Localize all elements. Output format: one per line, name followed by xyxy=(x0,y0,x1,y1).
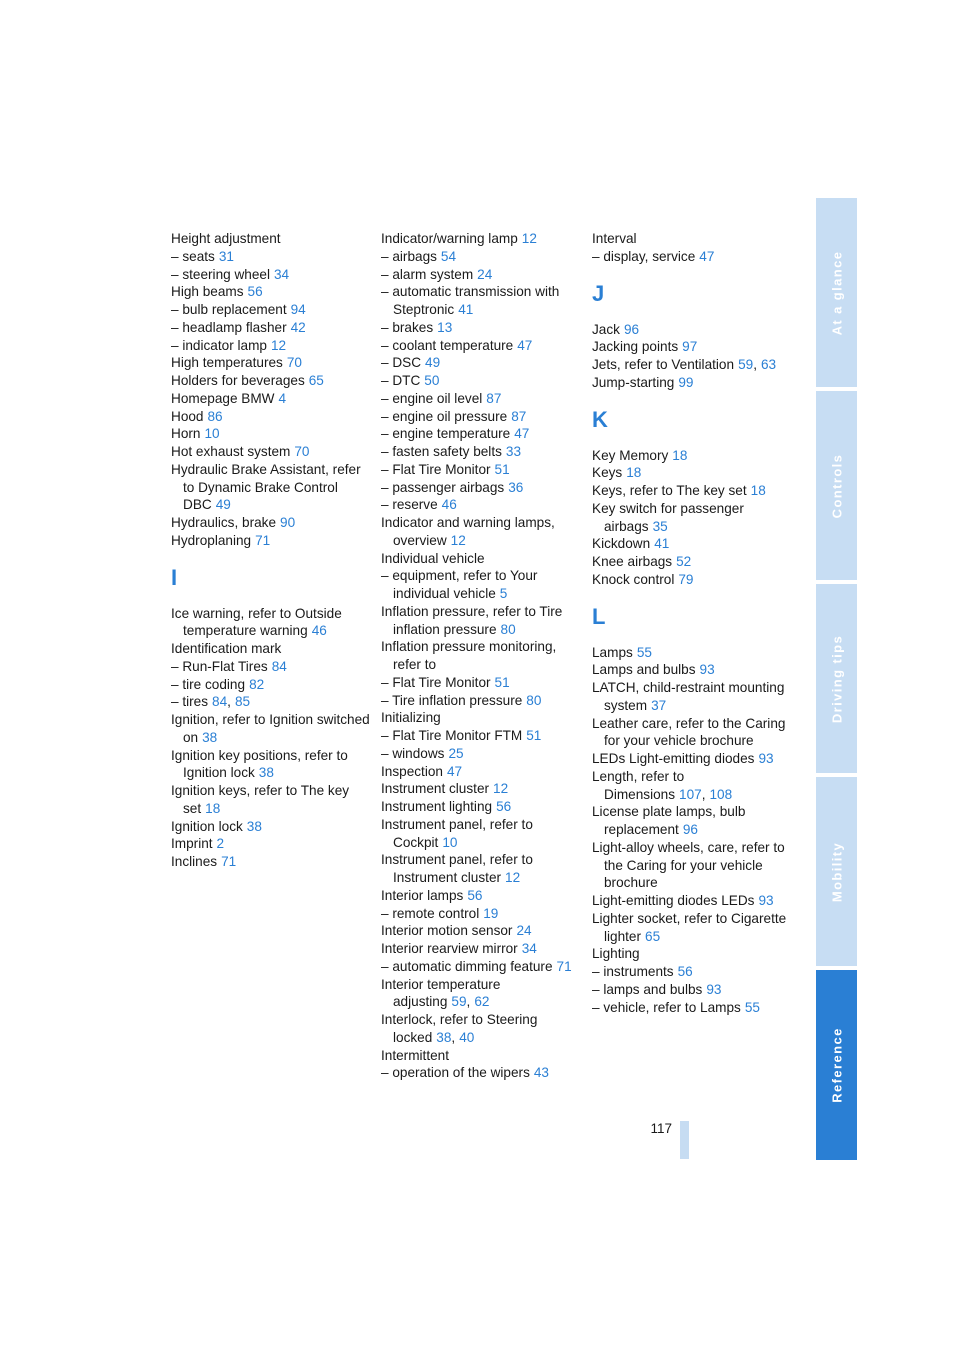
index-entry-text: Imprint xyxy=(171,836,213,852)
page-reference-link[interactable]: 35 xyxy=(652,518,668,534)
index-entry xyxy=(592,248,792,266)
index-entry-text: LEDs Light-emitting diodes xyxy=(592,751,755,766)
index-entry-text: Ignition key positions, refer to Ignition lock xyxy=(171,747,348,781)
index-entry-text: – fasten safety belts xyxy=(381,444,502,459)
index-entry xyxy=(381,496,581,514)
index-entry-text: Horn xyxy=(171,426,201,442)
index-entry xyxy=(171,390,371,408)
index-entry xyxy=(592,500,792,536)
page-reference-link[interactable]: 71 xyxy=(221,854,237,869)
page-reference-link[interactable]: 108 xyxy=(709,786,733,802)
index-entry-text: Hydraulic Brake Assistant, refer to Dynamic Brake Control DBC xyxy=(171,461,361,513)
index-entry xyxy=(171,782,371,818)
index-entry: Jets, refer to Ventilation 59, 63 xyxy=(592,357,777,372)
index-entry-text: Jacking points xyxy=(592,339,679,355)
index-entry xyxy=(171,354,371,372)
index-entry-text: Jack xyxy=(592,321,620,337)
page-reference-link[interactable]: 25 xyxy=(448,745,464,761)
index-entry-text: – headlamp flasher xyxy=(171,319,287,335)
index-entry xyxy=(592,374,792,392)
page-number: 117 xyxy=(650,1121,672,1136)
index-entry xyxy=(381,780,581,798)
index-entry xyxy=(171,337,371,355)
index-entry xyxy=(171,461,371,514)
index-entry-text: – engine temperature xyxy=(381,426,511,442)
index-entry xyxy=(171,640,371,658)
page-reference-link[interactable]: 47 xyxy=(514,426,530,442)
index-entry-text: Kickdown xyxy=(592,536,651,552)
page-reference-link[interactable]: 80 xyxy=(500,621,516,637)
index-entry xyxy=(381,905,581,923)
page-reference-link[interactable]: 19 xyxy=(483,905,499,921)
page-reference-link[interactable]: 65 xyxy=(308,373,324,388)
index-entry xyxy=(592,981,792,999)
section-tabs xyxy=(816,198,857,1160)
index-entry: Length, refer to Dimensions 107, 108 xyxy=(592,768,733,802)
index-entry-text: – DTC xyxy=(381,373,421,388)
index-entry-text: Keys xyxy=(592,465,623,481)
index-entry xyxy=(381,550,581,568)
index-entry-text: – automatic transmission with Steptronic xyxy=(381,284,560,317)
index-entry xyxy=(171,605,371,641)
index-entry-text: – reserve xyxy=(381,497,438,513)
index-entry-text: – vehicle, refer to Lamps xyxy=(592,999,741,1015)
page-reference-link[interactable]: 93 xyxy=(758,893,774,908)
index-entry xyxy=(171,372,371,390)
page-reference-link[interactable]: 65 xyxy=(645,928,661,944)
index-entry-text: – seats xyxy=(171,248,215,264)
index-entry-text: Keys, refer to The key set xyxy=(592,483,747,498)
page-reference-link[interactable]: 24 xyxy=(477,266,493,282)
index-entry xyxy=(381,1064,581,1082)
tab-label: At a glance xyxy=(829,250,844,335)
index-entry-text: Hydraulics, brake xyxy=(171,515,277,530)
index-entry xyxy=(171,514,371,532)
tab-driving-tips[interactable] xyxy=(816,584,857,773)
page-reference-link[interactable]: 94 xyxy=(290,302,306,317)
index-entry xyxy=(171,425,371,443)
index-entry xyxy=(592,715,792,751)
index-entry-text: Lamps and bulbs xyxy=(592,662,696,678)
index-entry-text: Inflation pressure, refer to Tire inflation pressure xyxy=(381,603,563,637)
page-reference-link[interactable]: 99 xyxy=(678,374,694,390)
index-entry xyxy=(171,283,371,301)
page-reference-link[interactable]: 36 xyxy=(508,479,524,495)
index-entry-text: – remote control xyxy=(381,905,480,921)
tab-controls[interactable] xyxy=(816,391,857,580)
index-column-3 xyxy=(592,230,792,1016)
index-entry-text: Inflation pressure monitoring, refer to xyxy=(381,639,557,672)
index-entry-text: Height adjustment xyxy=(171,231,281,246)
index-entry-text: Homepage BMW xyxy=(171,390,275,406)
page-reference-link[interactable]: 84 xyxy=(271,658,287,674)
index-entry-text: Inclines xyxy=(171,854,218,869)
index-entry-text: – display, service xyxy=(592,248,696,264)
page-reference-link[interactable]: 37 xyxy=(651,697,667,713)
page-reference-link[interactable]: 12 xyxy=(270,337,287,353)
index-entry xyxy=(592,892,792,910)
page-reference-link[interactable]: 47 xyxy=(699,248,715,264)
page-reference-link[interactable]: 93 xyxy=(706,981,722,997)
index-entry xyxy=(592,839,792,892)
page-reference-link[interactable]: 46 xyxy=(311,623,327,639)
index-entry-text: LATCH, child-restraint mounting system xyxy=(592,680,785,713)
index-letter-heading: J xyxy=(592,280,605,306)
page-reference-link[interactable]: 56 xyxy=(677,964,693,979)
index-entry xyxy=(381,674,581,692)
page-reference-link[interactable]: 93 xyxy=(699,662,715,678)
page-reference-link[interactable]: 12 xyxy=(505,870,521,885)
page-reference-link[interactable]: 56 xyxy=(247,284,263,300)
index-entry-text: Ignition lock xyxy=(171,818,243,834)
page-marker-bar xyxy=(680,1121,689,1159)
index-entry xyxy=(381,567,581,603)
tab-reference[interactable] xyxy=(816,970,857,1160)
index-entry-text: – engine oil level xyxy=(381,390,483,406)
index-column-2 xyxy=(381,230,581,1082)
index-entry xyxy=(171,853,371,871)
page-reference-link[interactable]: 12 xyxy=(450,532,466,548)
page-reference-link[interactable]: 96 xyxy=(623,321,640,337)
index-entry xyxy=(171,532,371,550)
index-entry xyxy=(171,835,371,853)
page-reference-link[interactable]: 54 xyxy=(440,248,457,264)
page-reference-link[interactable]: 38 xyxy=(436,1029,452,1045)
index-entry xyxy=(592,803,792,839)
index-entry xyxy=(381,940,581,958)
index-entry-text: Hood xyxy=(171,408,204,424)
page-reference-link[interactable]: 18 xyxy=(750,483,766,498)
index-entry-text: – equipment, refer to Your individual vehicle xyxy=(381,568,538,601)
index-entry-text: Ignition, refer to Ignition switched on xyxy=(171,712,370,745)
index-entry-text: – automatic dimming feature xyxy=(381,958,553,974)
index-entry-text: Instrument cluster xyxy=(381,781,490,797)
index-entry-text: – brakes xyxy=(381,319,434,335)
index-entry-text: Individual vehicle xyxy=(381,550,485,566)
page-reference-link[interactable]: 82 xyxy=(249,676,265,692)
index-entry-text: Knock control xyxy=(592,571,675,587)
index-letter-heading: I xyxy=(171,564,178,590)
index-column-1 xyxy=(171,230,371,871)
index-entry-text: Interior temperature adjusting xyxy=(381,976,501,1010)
tab-at-a-glance[interactable] xyxy=(816,198,857,387)
page-reference-link[interactable]: 59 xyxy=(738,357,754,372)
index-entry xyxy=(171,319,371,337)
page-reference-link[interactable]: 55 xyxy=(636,644,652,660)
page-reference-link[interactable]: 52 xyxy=(676,554,692,569)
index-entry xyxy=(381,709,581,727)
page-reference-link[interactable]: 56 xyxy=(467,887,483,903)
page-reference-link[interactable]: 107 xyxy=(679,786,702,802)
page-reference-link[interactable]: 46 xyxy=(441,497,457,513)
index-entry xyxy=(592,571,792,589)
index-entry xyxy=(381,248,581,266)
index-entry xyxy=(171,408,371,426)
index-entry-text: Interior motion sensor xyxy=(381,923,513,939)
index-entry-text: – Flat Tire Monitor xyxy=(381,674,491,690)
page-reference-link[interactable]: 80 xyxy=(526,692,542,708)
index-entry xyxy=(171,711,371,747)
index-entry-text: – Flat Tire Monitor xyxy=(381,461,491,477)
index-entry-text: – steering wheel xyxy=(171,266,270,282)
index-entry-text: – Tire inflation pressure xyxy=(381,692,523,708)
index-entry xyxy=(381,230,581,248)
index-entry xyxy=(592,338,792,356)
page-reference-link[interactable]: 59 xyxy=(451,994,467,1010)
index-entry xyxy=(381,319,581,337)
page-reference-link[interactable]: 49 xyxy=(215,497,231,513)
index-entry xyxy=(381,372,581,390)
page-reference-link[interactable]: 70 xyxy=(294,444,310,459)
index-entry xyxy=(381,283,581,319)
index-entry xyxy=(592,910,792,946)
index-entry-text: Knee airbags xyxy=(592,554,673,569)
index-entry xyxy=(592,482,792,500)
index-entry xyxy=(171,301,371,319)
index-entry xyxy=(171,747,371,783)
page-reference-link[interactable]: 86 xyxy=(207,408,223,424)
index-entry-text: Ignition keys, refer to The key set xyxy=(171,783,350,816)
index-entry xyxy=(381,727,581,745)
index-entry: Interlock, refer to Steering locked 38, 40 xyxy=(381,1012,538,1045)
page-reference-link[interactable]: 55 xyxy=(744,999,760,1015)
index-entry xyxy=(171,230,371,248)
index-entry-text: – instruments xyxy=(592,964,674,979)
index-entry-text: Holders for beverages xyxy=(171,373,305,388)
index-entry-text: Inspection xyxy=(381,763,443,779)
index-entry xyxy=(381,958,581,976)
index-entry: – tires 84, 85 xyxy=(171,694,251,710)
index-entry-text: Indicator/warning lamp xyxy=(381,231,518,246)
index-entry-text: Initializing xyxy=(381,710,441,726)
page-reference-link[interactable]: 93 xyxy=(758,751,774,766)
index-entry xyxy=(592,963,792,981)
index-entry-text: Light-alloy wheels, care, refer to the Caring for your vehicle brochure xyxy=(592,839,785,891)
page-reference-link[interactable]: 18 xyxy=(626,465,642,481)
page-reference-link[interactable]: 41 xyxy=(458,302,474,317)
page-reference-link[interactable]: 18 xyxy=(672,447,688,463)
index-entry xyxy=(381,266,581,284)
page-reference-link[interactable]: 97 xyxy=(682,339,698,355)
index-entry-text: Jets, refer to Ventilation xyxy=(592,357,735,372)
index-entry xyxy=(381,390,581,408)
index-entry-text: – indicator lamp xyxy=(171,337,267,353)
index-entry xyxy=(381,745,581,763)
tab-label: Reference xyxy=(829,1027,844,1103)
index-entry-text: Light-emitting diodes LEDs xyxy=(592,893,755,908)
index-entry-text: – bulb replacement xyxy=(171,302,287,317)
index-entry xyxy=(381,638,581,674)
page-reference-link[interactable]: 49 xyxy=(425,355,441,371)
index-entry-text: Jump-starting xyxy=(592,374,675,390)
page-reference-link[interactable]: 38 xyxy=(202,729,218,745)
page-reference-link[interactable]: 71 xyxy=(556,958,572,974)
page-reference-link[interactable]: 43 xyxy=(533,1065,549,1081)
index-entry xyxy=(381,603,581,639)
page-reference-link[interactable]: 51 xyxy=(526,728,542,743)
index-entry-text: Instrument panel, refer to Instrument cluster xyxy=(381,852,533,885)
index-entry-text: – windows xyxy=(381,745,445,761)
page-reference-link[interactable]: 24 xyxy=(516,923,532,939)
page-reference-link[interactable]: 10 xyxy=(442,834,458,850)
index-entry-text: Hot exhaust system xyxy=(171,444,291,459)
index-entry-text: – Run-Flat Tires xyxy=(171,658,268,674)
index-entry xyxy=(592,553,792,571)
index-entry-text: – engine oil pressure xyxy=(381,408,508,424)
index-entry xyxy=(381,514,581,550)
index-entry-text: High temperatures xyxy=(171,355,283,371)
index-entry-text: – lamps and bulbs xyxy=(592,981,703,997)
index-entry xyxy=(381,763,581,781)
index-entry xyxy=(381,692,581,710)
index-entry-text: – alarm system xyxy=(381,266,474,282)
tab-label: Mobility xyxy=(829,841,844,902)
page-reference-link[interactable]: 31 xyxy=(218,248,234,264)
index-entry xyxy=(171,266,371,284)
tab-label: Controls xyxy=(829,453,844,518)
index-entry-text: – tire coding xyxy=(171,676,246,692)
index-entry-text: – airbags xyxy=(381,248,437,264)
index-entry xyxy=(171,248,371,266)
page-reference-link[interactable]: 85 xyxy=(234,694,251,710)
index-entry xyxy=(171,676,371,694)
index-entry-text: Lighting xyxy=(592,946,640,962)
page-reference-link[interactable]: 2 xyxy=(216,836,225,852)
page-reference-link[interactable]: 5 xyxy=(499,586,508,601)
page-reference-link[interactable]: 38 xyxy=(258,765,274,781)
index-entry-text: Intermittent xyxy=(381,1047,449,1063)
index-entry xyxy=(381,922,581,940)
index-entry-text: Interlock, refer to Steering locked xyxy=(381,1012,538,1045)
page-reference-link[interactable]: 12 xyxy=(521,231,537,246)
page-reference-link[interactable]: 41 xyxy=(654,536,670,552)
page-reference-link[interactable]: 38 xyxy=(246,818,262,834)
index-entry xyxy=(381,425,581,443)
index-entry xyxy=(381,816,581,852)
index-entry-text: – passenger airbags xyxy=(381,479,505,495)
index-entry xyxy=(381,1047,581,1065)
page-reference-link[interactable]: 13 xyxy=(437,319,453,335)
index-entry xyxy=(592,230,792,248)
index-entry-text: Leather care, refer to the Caring for your vehicle brochure xyxy=(592,715,786,749)
index-entry-text: – Flat Tire Monitor FTM xyxy=(381,728,523,743)
index-entry xyxy=(381,851,581,887)
index-entry xyxy=(381,461,581,479)
index-entry xyxy=(592,447,792,465)
index-entry-text: Interval xyxy=(592,231,637,246)
index-entry xyxy=(592,321,792,339)
index-entry-text: Indicator and warning lamps, overview xyxy=(381,515,555,548)
index-entry xyxy=(381,408,581,426)
index-entry-text: Ice warning, refer to Outside temperature warning xyxy=(171,605,342,639)
page-reference-link[interactable]: 33 xyxy=(505,444,522,459)
index-entry-text: Key Memory xyxy=(592,447,669,463)
page-reference-link[interactable]: 50 xyxy=(424,373,440,388)
index-entry-text: Instrument lighting xyxy=(381,799,493,814)
page-reference-link[interactable]: 10 xyxy=(204,426,220,442)
index-entry xyxy=(171,818,371,836)
page-reference-link[interactable]: 87 xyxy=(486,390,502,406)
index-entry xyxy=(381,479,581,497)
tab-mobility[interactable] xyxy=(816,777,857,966)
index-entry xyxy=(381,887,581,905)
page-reference-link[interactable]: 71 xyxy=(255,532,271,548)
index-entry xyxy=(171,658,371,676)
page-reference-link[interactable]: 47 xyxy=(446,763,463,779)
index-entry-text: Instrument panel, refer to Cockpit xyxy=(381,816,533,850)
index-entry xyxy=(592,999,792,1017)
index-entry-text: Hydroplaning xyxy=(171,532,252,548)
page-reference-link[interactable]: 4 xyxy=(278,390,287,406)
page-reference-link[interactable]: 63 xyxy=(760,357,777,372)
page-reference-link[interactable]: 62 xyxy=(474,994,490,1010)
index-entry xyxy=(381,443,581,461)
index-entry xyxy=(381,354,581,372)
index-entry-text: Interior rearview mirror xyxy=(381,941,518,956)
page-reference-link[interactable]: 47 xyxy=(517,337,533,353)
index-entry xyxy=(592,644,792,662)
page-reference-link[interactable]: 12 xyxy=(493,781,509,797)
index-entry xyxy=(381,798,581,816)
page-reference-link[interactable]: 51 xyxy=(494,674,510,690)
index-entry-text: Length, refer to Dimensions xyxy=(592,768,685,802)
index-entry-text: – tires xyxy=(171,694,209,710)
page-reference-link[interactable]: 34 xyxy=(521,941,537,956)
page-reference-link[interactable]: 79 xyxy=(678,571,694,587)
page-reference-link[interactable]: 70 xyxy=(286,355,302,371)
index-entry-text: Lamps xyxy=(592,644,633,660)
index-entry xyxy=(592,535,792,553)
tab-label: Driving tips xyxy=(829,634,844,723)
page-reference-link[interactable]: 40 xyxy=(459,1029,475,1045)
index-entry-text: License plate lamps, bulb replacement xyxy=(592,804,746,837)
index-entry-text: Identification mark xyxy=(171,641,282,656)
index-entry-text: Lighter socket, refer to Cigarette lighter xyxy=(592,910,787,944)
page-reference-link[interactable]: 51 xyxy=(494,461,510,477)
page-reference-link[interactable]: 56 xyxy=(496,799,512,814)
index-entry-text: Interior lamps xyxy=(381,887,464,903)
index-letter-heading: K xyxy=(592,406,608,432)
index-entry: Interior temperature adjusting 59, 62 xyxy=(381,976,501,1010)
index-entry-text: – operation of the wipers xyxy=(381,1065,530,1081)
page-reference-link[interactable]: 87 xyxy=(511,408,527,424)
index-entry-text: High beams xyxy=(171,284,244,300)
page-reference-link[interactable]: 18 xyxy=(205,800,221,816)
page-reference-link[interactable]: 90 xyxy=(280,515,296,530)
page-reference-link[interactable]: 42 xyxy=(290,319,306,335)
index-entry xyxy=(592,661,792,679)
index-entry-text: – DSC xyxy=(381,355,422,371)
index-entry-text: – coolant temperature xyxy=(381,337,514,353)
index-entry xyxy=(592,464,792,482)
index-entry-text: Key switch for passenger airbags xyxy=(592,500,744,534)
index-entry xyxy=(592,945,792,963)
page-reference-link[interactable]: 96 xyxy=(682,822,698,837)
index-letter-heading: L xyxy=(592,603,606,629)
index-entry xyxy=(381,337,581,355)
index-entry xyxy=(171,443,371,461)
index-entry xyxy=(592,750,792,768)
index-entry xyxy=(592,679,792,715)
page-reference-link[interactable]: 34 xyxy=(274,266,290,282)
page-reference-link[interactable]: 84 xyxy=(212,694,228,710)
